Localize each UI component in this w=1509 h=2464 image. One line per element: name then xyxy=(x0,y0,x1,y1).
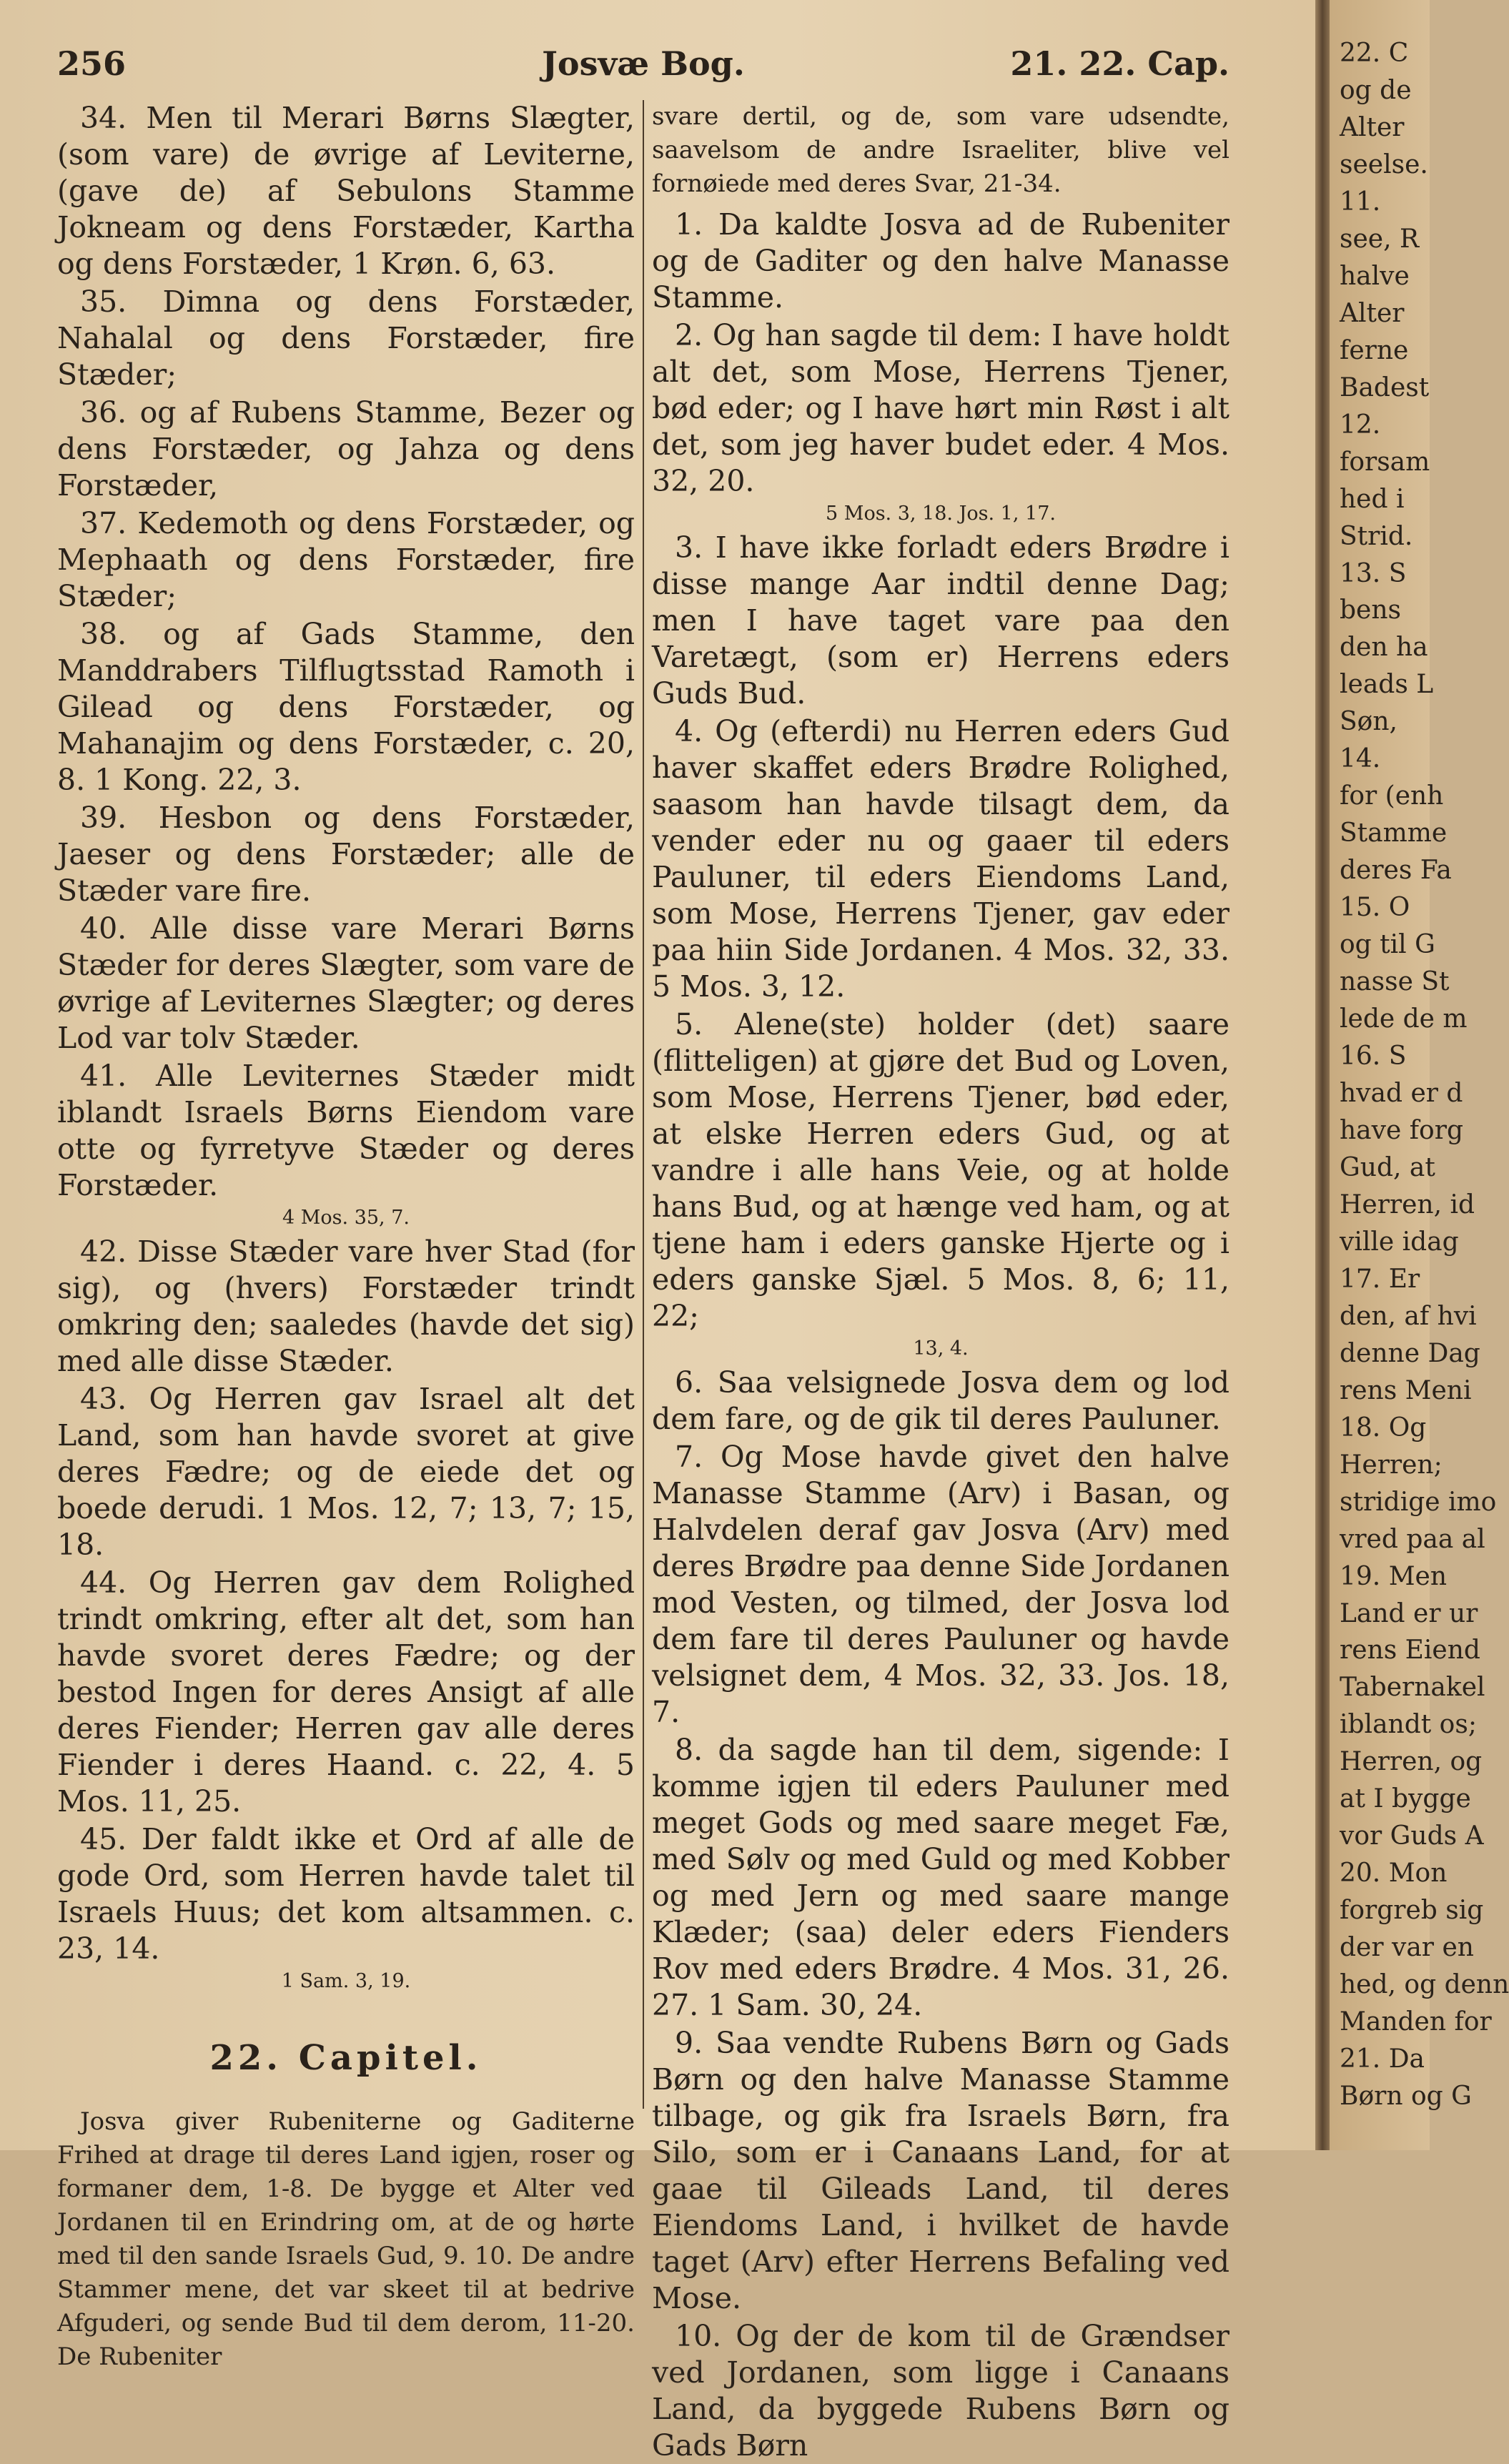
cross-reference: 5 Mos. 3, 18. Jos. 1, 17. xyxy=(826,503,1056,525)
verse: 45. Der faldt ikke et Ord af alle de gode Ord, som Herren havde talet til Israels Huus; det kom altsammen. c. 23, 14. xyxy=(57,1822,635,1966)
cross-reference: 13, 4. xyxy=(913,1337,969,1360)
verse: 8. da sagde han til dem, sigende: I komme igjen til eders Pauluner med meget Gods og med saare meget Fæ, med Sølv og med Guld og med Kobber og med Jern og med saare mange Klæder; (saa) deler eders Fienders Rov med eders Brødre. 4 Mos. 31, 26. 27. 1 Sam. 30, 24. xyxy=(652,1733,1230,2022)
facing-page-fragment: Strid. xyxy=(1340,522,1413,551)
facing-page-fragment: Herren, id xyxy=(1340,1190,1475,1219)
verse: 34. Men til Merari Børns Slægter, (som vare) de øvrige af Leviterne, (gave de) af Sebulons Stamme Jokneam og dens Forstæder, Kartha og dens Forstæder, 1 Krøn. 6, 63. xyxy=(57,101,635,281)
facing-page-fragment: Børn og G xyxy=(1340,2082,1472,2111)
chapter-heading: 22. Capitel. xyxy=(209,2038,483,2078)
facing-page-fragment: at I bygge xyxy=(1340,1784,1471,1814)
verse: 6. Saa velsignede Josva dem og lod dem fare, og de gik til deres Pauluner. xyxy=(652,1365,1230,1436)
running-header xyxy=(57,44,1230,94)
facing-page-fragment: Manden for xyxy=(1340,2007,1492,2037)
facing-page-fragment: see, R xyxy=(1340,224,1420,254)
facing-page-fragment: Herren; xyxy=(1340,1450,1443,1480)
right-column xyxy=(652,100,1230,2463)
verse: 2. Og han sagde til dem: I have holdt alt det, som Mose, Herrens Tjener, bød eder; og I have hørt min Røst i alt det, som jeg haver budet eder. 4 Mos. 32, 20. xyxy=(652,318,1230,498)
facing-page-fragment: leads L xyxy=(1340,670,1434,699)
facing-page-fragment: iblandt os; xyxy=(1340,1710,1477,1739)
verse: 43. Og Herren gav Israel alt det Land, som han havde svoret at give deres Fædre; og de eiede det og boede derudi. 1 Mos. 12, 7; 13, 7; 15, 18. xyxy=(57,1382,635,1562)
facing-page-fragment: 17. Er xyxy=(1340,1265,1420,1294)
facing-page-fragment: 12. xyxy=(1340,410,1381,440)
facing-page-fragment: have forg xyxy=(1340,1116,1463,1145)
facing-page-fragment: 21. Da xyxy=(1340,2044,1425,2074)
facing-page-fragment: hed i xyxy=(1340,485,1405,514)
facing-page-fragment: 16. S xyxy=(1340,1041,1407,1071)
facing-page-fragment: hvad er d xyxy=(1340,1079,1463,1108)
page-number: 256 xyxy=(57,44,127,83)
verse: 42. Disse Stæder vare hver Stad (for sig), og (hvers) Forstæder trindt omkring den; saaledes (havde det sig) med alle disse Stæder. xyxy=(57,1235,635,1378)
left-column xyxy=(57,100,635,2371)
verse: 37. Kedemoth og dens Forstæder, og Mephaath og dens Forstæder, fire Stæder; xyxy=(57,506,635,613)
facing-page-fragment: 20. Mon xyxy=(1340,1859,1448,1888)
facing-page-fragment: den, af hvi xyxy=(1340,1302,1477,1331)
facing-page-fragment: 19. Men xyxy=(1340,1562,1448,1591)
book-title: Josvæ Bog. xyxy=(542,44,745,83)
facing-page-fragment: Stamme xyxy=(1340,818,1448,848)
verse: 40. Alle disse vare Merari Børns Stæder for deres Slægter, som vare de øvrige af Leviternes Slægter; og deres Lod var tolv Stæder. xyxy=(57,911,635,1055)
facing-page-fragment: Land er ur xyxy=(1340,1599,1478,1628)
facing-page-fragment: rens Meni xyxy=(1340,1376,1472,1405)
verse: 35. Dimna og dens Forstæder, Nahalal og dens Forstæder, fire Stæder; xyxy=(57,285,635,392)
facing-page-fragment: Badest xyxy=(1340,373,1430,402)
verse: 10. Og der de kom til de Grændser ved Jordanen, som ligge i Canaans Land, da byggede Rubens Børn og Gads Børn xyxy=(652,2319,1230,2463)
facing-page-fragment: Alter xyxy=(1340,113,1405,142)
verse: 39. Hesbon og dens Forstæder, Jaeser og dens Forstæder; alle de Stæder vare fire. xyxy=(57,801,635,908)
verse: 5. Alene(ste) holder (det) saare (flitteligen) at gjøre det Bud og Loven, som Mose, Herrens Tjener, bød eder, at elske Herren eders Gud, og at vandre i alle hans Veie, og at holde hans Bud, og at hænge ved ham, og at tjene ham i eders ganske Hjerte og i eders ganske Sjæl. 5 Mos. 8, 6; 11, 22; xyxy=(652,1007,1230,1333)
facing-page-fragment: Alter xyxy=(1340,299,1405,328)
facing-page-fragment: 13. S xyxy=(1340,559,1407,588)
facing-page-fragment: deres Fa xyxy=(1340,856,1452,885)
verse: 7. Og Mose havde givet den halve Manasse Stamme (Arv) i Basan, og Halvdelen deraf gav Josva (Arv) med deres Brødre paa denne Side Jordanen mod Vesten, og tilmed, der Josva lod dem fare til deres Pauluner og havde velsignet dem, 4 Mos. 32, 33. Jos. 18, 7. xyxy=(652,1440,1230,1729)
facing-page-fragment: for (enh xyxy=(1340,781,1444,811)
facing-page-fragment: forsam xyxy=(1340,447,1430,477)
verse: 3. I have ikke forladt eders Brødre i disse mange Aar indtil denne Dag; men I have taget vare paa den Varetægt, (som er) Herrens eders Guds Bud. xyxy=(652,530,1230,711)
verse: 1. Da kaldte Josva ad de Rubeniter og de Gaditer og den halve Manasse Stamme. xyxy=(652,207,1230,315)
facing-page-fragment: denne Dag xyxy=(1340,1339,1480,1368)
facing-page-fragment: 18. Og xyxy=(1340,1413,1427,1443)
facing-page-fragment: der var en xyxy=(1340,1933,1474,1962)
facing-page-fragment: og de xyxy=(1340,76,1412,105)
facing-page-fragment: Herren, og xyxy=(1340,1747,1483,1776)
facing-page-fragment: 11. xyxy=(1340,187,1381,217)
facing-page-fragment: lede de m xyxy=(1340,1004,1468,1034)
book-gutter xyxy=(1315,0,1330,2150)
cross-reference: 4 Mos. 35, 7. xyxy=(282,1207,410,1229)
facing-page-fragment: vor Guds A xyxy=(1340,1821,1484,1851)
facing-page-fragment: seelse. xyxy=(1340,150,1428,179)
chapter-range: 21. 22. Cap. xyxy=(1010,44,1230,83)
verse: 44. Og Herren gav dem Rolighed trindt omkring, efter alt det, som han havde svoret deres Fædre; og der bestod Ingen for deres Ansigt af alle deres Fiender; Herren gav alle deres Fiender i deres Haand. c. 22, 4. 5 Mos. 11, 25. xyxy=(57,1565,635,1819)
facing-page-fragment: 15. O xyxy=(1340,893,1410,922)
facing-page-fragment: hed, og denn xyxy=(1340,1970,1509,1999)
facing-page-fragment: Søn, xyxy=(1340,707,1397,736)
facing-page-fragment: stridige imo xyxy=(1340,1488,1497,1517)
facing-page-fragment: rens Eiend xyxy=(1340,1636,1480,1665)
facing-page-fragment: Tabernakel xyxy=(1340,1673,1485,1702)
chapter-summary: Josva giver Rubeniterne og Gaditerne Frihed at drage til deres Land igjen, roser og formaner dem, 1-8. De bygge et Alter ved Jordanen til en Erindring om, at de og hørte med til den sande Israels Gud, 9. 10. De andre Stammer mene, det var skeet til at bedrive Afguderi, og sende Bud til dem derom, 11-20. De Rubeniter xyxy=(57,2107,635,2371)
verse: 41. Alle Leviternes Stæder midt iblandt Israels Børns Eiendom vare otte og fyrretyve Stæder og deres Forstæder. xyxy=(57,1059,635,1202)
facing-page-fragment: den ha xyxy=(1340,633,1428,662)
column-divider xyxy=(643,100,644,2109)
facing-page-fragment: 14. xyxy=(1340,744,1381,773)
verse: 9. Saa vendte Rubens Børn og Gads Børn og den halve Manasse Stamme tilbage, og gik fra Israels Børn, fra Silo, som er i Canaans Land, for at gaae til Gileads Land, til deres Eiendoms Land, i hvilket de havde taget (Arv) efter Herrens Befaling ved Mose. xyxy=(652,2026,1230,2315)
facing-page-fragment: bens xyxy=(1340,595,1402,625)
chapter-summary-continued: svare dertil, og de, som vare udsendte, saavelsom de andre Israeliter, blive vel fornøiede med deres Svar, 21-34. xyxy=(652,102,1230,198)
cross-reference: 1 Sam. 3, 19. xyxy=(281,1970,411,1992)
verse: 36. og af Rubens Stamme, Bezer og dens Forstæder, og Jahza og dens Forstæder, xyxy=(57,395,635,503)
verse: 4. Og (efterdi) nu Herren eders Gud haver skaffet eders Brødre Rolighed, saasom han havde tilsagt dem, da vender eder nu og gaaer til eders Pauluner, til eders Eiendoms Land, som Mose, Herrens Tjener, gav eder paa hiin Side Jordanen. 4 Mos. 32, 33. 5 Mos. 3, 12. xyxy=(652,714,1230,1004)
facing-page-fragment: nasse St xyxy=(1340,967,1450,996)
facing-page-fragment: Gud, at xyxy=(1340,1153,1435,1182)
facing-page-fragment: vred paa al xyxy=(1340,1525,1485,1554)
facing-page-fragment: ferne xyxy=(1340,336,1409,365)
facing-page-edge xyxy=(1330,0,1509,2150)
verse: 38. og af Gads Stamme, den Manddrabers Tilflugtsstad Ramoth i Gilead og dens Forstæder, og Mahanajim og dens Forstæder, c. 20, 8. 1 Kong. 22, 3. xyxy=(57,617,635,797)
facing-page-fragment: ville idag xyxy=(1340,1227,1459,1257)
facing-page-fragment: 22. C xyxy=(1340,39,1409,68)
facing-page-fragment: forgreb sig xyxy=(1340,1896,1484,1925)
facing-page-fragment: og til G xyxy=(1340,930,1435,959)
facing-page-fragment: halve xyxy=(1340,262,1410,291)
